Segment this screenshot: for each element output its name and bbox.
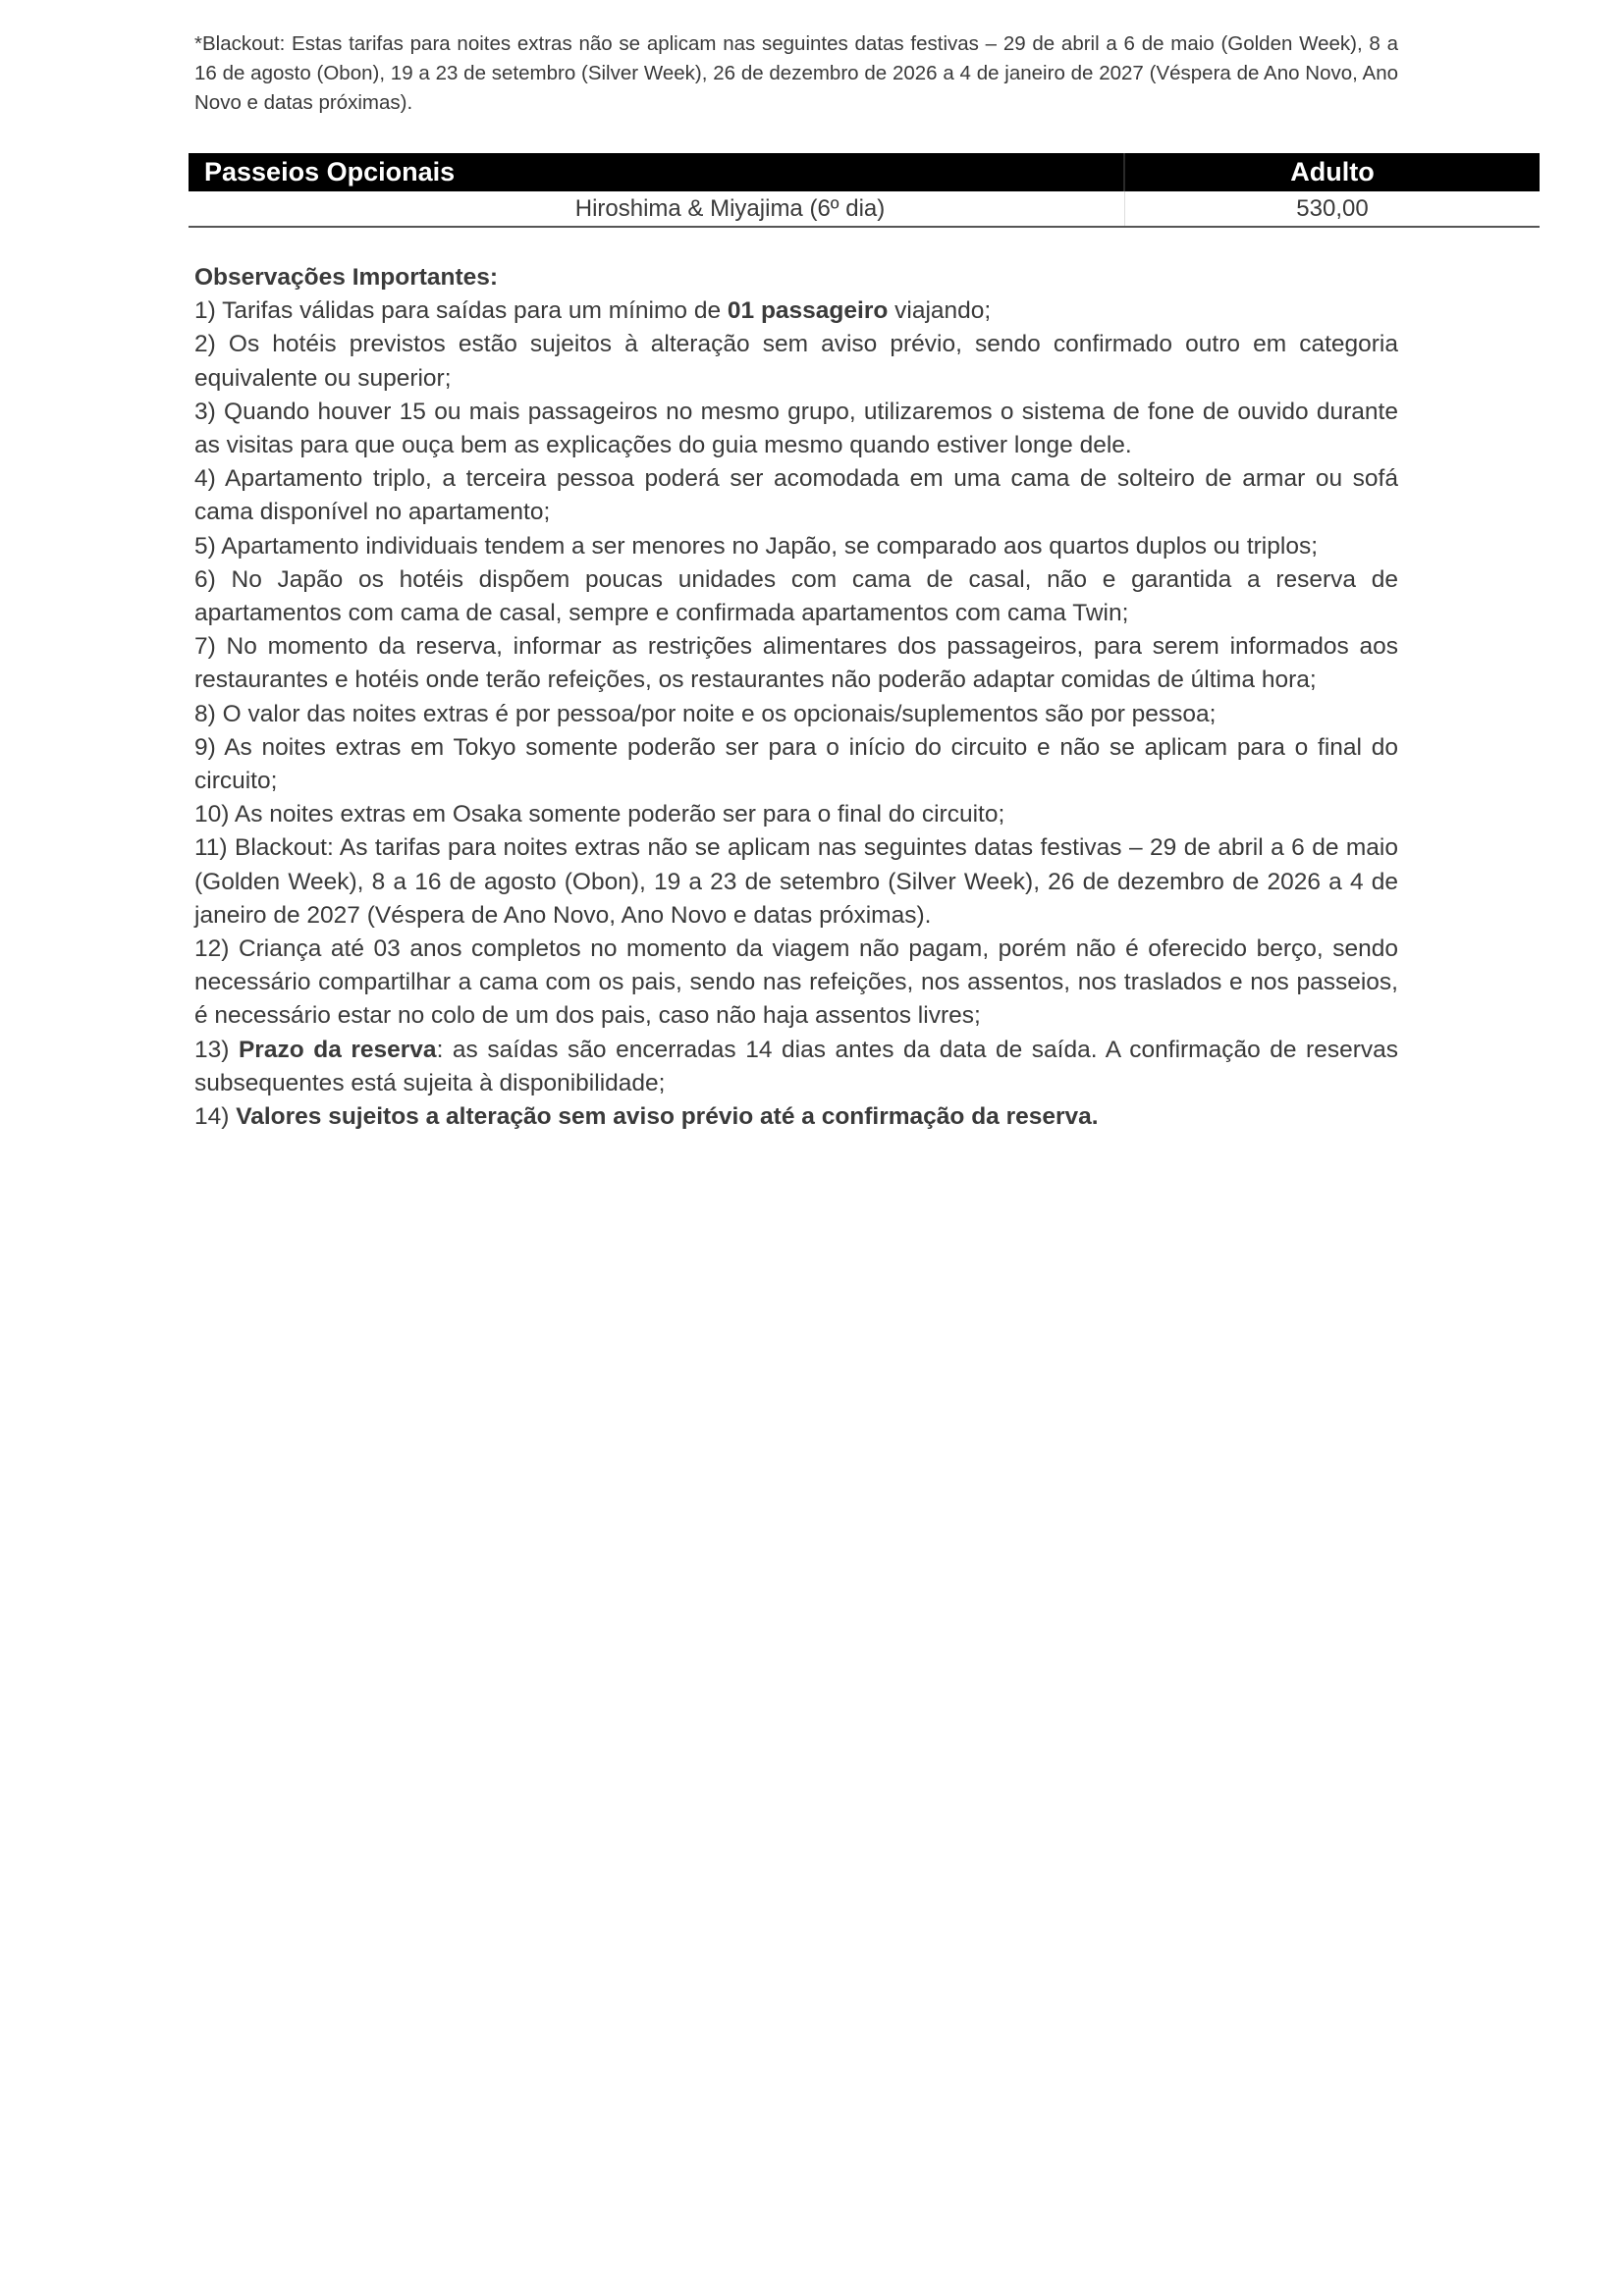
observation-bold-text: Valores sujeitos a alteração sem aviso prévio até a confirmação da reserva. — [236, 1103, 1099, 1131]
observation-item — [194, 462, 1398, 529]
tour-name-cell: Hiroshima & Miyajima (6º dia) — [189, 191, 1125, 226]
observation-item — [194, 731, 1398, 798]
header-tour-name: Passeios Opcionais — [189, 153, 1125, 191]
observation-text-end: viajando; — [888, 297, 992, 325]
observation-item — [194, 698, 1398, 731]
observation-text: 11) Blackout: As tarifas para noites extras não se aplicam nas seguintes datas festivas – 29 de abril a 6 de maio (Golden Week), 8 a 16 de agosto (Obon), 19 a 23 de setembro (Silver Week), 26 de dezembro de 2026 a 4 de janeiro de 2027 (Véspera de Ano Novo, Ano Novo e datas próximas). — [194, 834, 1398, 929]
table-row — [189, 191, 1540, 228]
observation-text: 5) Apartamento individuais tendem a ser menores no Japão, se comparado aos quartos duplos ou triplos; — [194, 532, 1318, 560]
observation-text: 1) Tarifas válidas para saídas para um mínimo de — [194, 297, 728, 325]
observations-section — [194, 261, 1398, 1134]
observation-text: 14) — [194, 1103, 237, 1131]
observation-item — [194, 530, 1398, 563]
observation-bold-text: 01 passageiro — [727, 297, 889, 325]
observation-text: 13) — [194, 1036, 239, 1063]
observation-item — [194, 630, 1398, 697]
observation-text: 4) Apartamento triplo, a terceira pessoa poderá ser acomodada em uma cama de solteiro de armar ou sofá cama disponível no apartamento; — [194, 465, 1398, 526]
observation-item — [194, 563, 1398, 630]
observation-text: 10) As noites extras em Osaka somente poderão ser para o final do circuito; — [194, 801, 1005, 828]
observation-text-end: : as saídas são encerradas 14 dias antes da data de saída. A confirmação de reservas subsequentes está sujeita à disponibilidade; — [194, 1036, 1398, 1096]
optional-tours-table — [189, 153, 1540, 228]
observation-item — [194, 328, 1398, 395]
observation-item — [194, 1100, 1398, 1134]
observation-text: 7) No momento da reserva, informar as restrições alimentares dos passageiros, para serem informados aos restaurantes e hotéis onde terão refeições, os restaurantes não poderão adaptar comidas de última hora; — [194, 633, 1398, 694]
observation-text: 12) Criança até 03 anos completos no momento da viagem não pagam, porém não é oferecido berço, sendo necessário compartilhar a cama com os pais, sendo nas refeições, nos assentos, nos traslados e nos passeios, é necessário estar no colo de um dos pais, caso não haja assentos livres; — [194, 935, 1398, 1030]
observation-item — [194, 1034, 1398, 1100]
observations-list — [194, 294, 1398, 1134]
observation-item — [194, 294, 1398, 328]
observation-text: 2) Os hotéis previstos estão sujeitos à alteração sem aviso prévio, sendo confirmado outro em categoria equivalente ou superior; — [194, 331, 1398, 392]
observation-item — [194, 933, 1398, 1034]
table-header — [189, 153, 1540, 191]
observation-text: 3) Quando houver 15 ou mais passageiros no mesmo grupo, utilizaremos o sistema de fone de ouvido durante as visitas para que ouça bem as explicações do guia mesmo quando estiver longe dele. — [194, 398, 1398, 459]
observation-item — [194, 798, 1398, 831]
observation-item — [194, 831, 1398, 933]
tour-price-cell: 530,00 — [1296, 195, 1369, 222]
header-adult-price: Adulto — [1290, 157, 1375, 187]
observations-title: Observações Importantes: — [194, 264, 499, 291]
blackout-note: *Blackout: Estas tarifas para noites extras não se aplicam nas seguintes datas festivas – 29 de abril a 6 de maio (Golden Week), 8 a 16 de agosto (Obon), 19 a 23 de setembro (Silver Week), 26 de dezembro de 2026 a 4 de janeiro de 2027 (Véspera de Ano Novo, Ano Novo e datas próximas). — [194, 32, 1398, 114]
observation-item — [194, 396, 1398, 462]
observation-bold-text: Prazo da reserva — [238, 1036, 437, 1063]
observation-text: 8) O valor das noites extras é por pessoa/por noite e os opcionais/suplementos são por pessoa; — [194, 700, 1217, 727]
observation-text: 6) No Japão os hotéis dispõem poucas unidades com cama de casal, não e garantida a reserva de apartamentos com cama de casal, sempre e confirmada apartamentos com cama Twin; — [194, 565, 1398, 627]
observation-text: 9) As noites extras em Tokyo somente poderão ser para o início do circuito e não se aplicam para o final do circuito; — [194, 733, 1398, 795]
